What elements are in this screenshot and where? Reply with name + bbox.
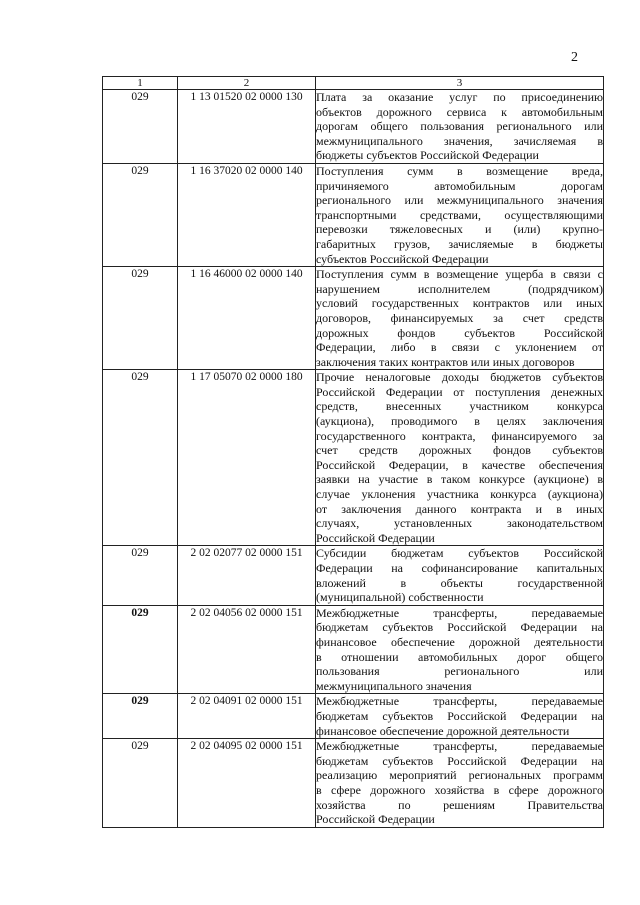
- table-row: [103, 90, 604, 164]
- revenue-description-cell: [316, 605, 604, 694]
- table-body: [103, 90, 604, 828]
- table-row: [103, 605, 604, 694]
- description-line: транспортными средствами, осуществляющими: [316, 207, 603, 222]
- description-line: Прочие неналоговые доходы бюджетов субъектов: [316, 370, 603, 385]
- description-line: межмуниципального значения, зачисляемая в: [316, 133, 603, 148]
- description-line: (муниципальной) собственности: [316, 590, 484, 605]
- description-line: дорожных фондов субъектов Российской: [316, 325, 603, 340]
- column-header-1: 1: [103, 77, 178, 90]
- description-line: финансовое обеспечение дорожной деятельности: [316, 723, 570, 738]
- description-line: Федерации на софинансирование капитальных: [316, 561, 603, 575]
- description-line: условий государственных контрактов или иных: [316, 296, 603, 311]
- column-header-2: 2: [178, 77, 316, 90]
- chapter-code-cell: 029: [103, 267, 178, 370]
- description-line: случаях, установленных законодательством: [316, 516, 603, 531]
- table-row: [103, 163, 604, 266]
- description-line: договоров, финансируемых за счет средств: [316, 310, 603, 325]
- description-line: Российской Федерации: [316, 530, 435, 545]
- chapter-code-cell: 029: [103, 605, 178, 694]
- description-line: заявки на участие в таком конкурсе (аукционе) в: [316, 472, 603, 487]
- budget-classification-code-cell: 2 02 04056 02 0000 151: [178, 605, 316, 694]
- table-row: [103, 267, 604, 370]
- description-line: Российской Федерации, в качестве обеспечения: [316, 457, 603, 472]
- budget-classification-code-cell: 1 16 37020 02 0000 140: [178, 163, 316, 266]
- description-line: регионального или межмуниципального значения: [316, 193, 603, 208]
- description-line: случае уклонения участника конкурса (аукциона): [316, 487, 603, 502]
- description-line: объектов дорожного сервиса к автомобильным: [316, 104, 603, 119]
- budget-classification-code-cell: 1 17 05070 02 0000 180: [178, 370, 316, 546]
- budget-classification-code-cell: 2 02 04091 02 0000 151: [178, 694, 316, 739]
- description-line: Российской Федерации от поступления денежных: [316, 384, 603, 399]
- description-line: причиняемого автомобильным дорогам: [316, 178, 603, 193]
- table-row: [103, 370, 604, 546]
- chapter-code-cell: 029: [103, 163, 178, 266]
- description-line: габаритных грузов, зачисляемые в бюджеты: [316, 236, 603, 251]
- description-line: в сфере дорожного хозяйства в сфере дорожного: [316, 782, 603, 797]
- description-line: субъектов Российской Федерации: [316, 251, 489, 266]
- table-row: [103, 546, 604, 605]
- description-line: Межбюджетные трансферты, передаваемые: [316, 694, 603, 709]
- revenue-description-cell: [316, 90, 604, 164]
- description-line: Федерации, либо в связи с уклонением от: [316, 340, 603, 355]
- description-line: средств, внесенных участником конкурса: [316, 399, 603, 414]
- description-line: в отношении автомобильных дорог общего: [316, 649, 603, 664]
- table-header-row: [103, 77, 604, 90]
- table-row: [103, 739, 604, 828]
- description-line: нарушением исполнителем (подрядчиком): [316, 281, 603, 296]
- table-row: [103, 694, 604, 739]
- description-line: бюджетам субъектов Российской Федерации на: [316, 620, 603, 635]
- description-line: бюджеты субъектов Российской Федерации: [316, 148, 539, 163]
- description-line: Плата за оказание услуг по присоединению: [316, 90, 603, 104]
- description-line: хозяйства по решениям Правительства: [316, 797, 603, 812]
- description-line: пользования регионального или: [316, 664, 603, 679]
- description-line: заключения таких контрактов или иных договоров: [316, 354, 575, 369]
- revenue-description-cell: [316, 694, 604, 739]
- chapter-code-cell: 029: [103, 546, 178, 605]
- page-number: 2: [571, 50, 578, 65]
- budget-classification-code-cell: 1 13 01520 02 0000 130: [178, 90, 316, 164]
- description-line: (аукциона), проводимого в целях заключения: [316, 414, 603, 429]
- description-line: перевозки тяжеловесных и (или) крупно-: [316, 222, 603, 237]
- revenue-description-cell: [316, 267, 604, 370]
- description-line: Межбюджетные трансферты, передаваемые: [316, 739, 603, 754]
- description-line: бюджетам субъектов Российской Федерации на: [316, 708, 603, 723]
- budget-classification-code-cell: 2 02 04095 02 0000 151: [178, 739, 316, 828]
- description-line: дорогам общего пользования регионального или: [316, 119, 603, 134]
- budget-classification-code-cell: 1 16 46000 02 0000 140: [178, 267, 316, 370]
- budget-classification-code-cell: 2 02 02077 02 0000 151: [178, 546, 316, 605]
- revenue-description-cell: [316, 370, 604, 546]
- description-line: счет средств дорожных фондов субъектов: [316, 443, 603, 458]
- description-line: финансовое обеспечение дорожной деятельности: [316, 634, 603, 649]
- description-line: Межбюджетные трансферты, передаваемые: [316, 605, 603, 620]
- description-line: Поступления сумм в возмещение ущерба в связи с: [316, 267, 603, 282]
- description-line: от заключения данного контракта и в иных: [316, 501, 603, 516]
- description-line: вложений в объекты государственной: [316, 575, 603, 590]
- revenue-description-cell: [316, 739, 604, 828]
- revenue-description-cell: [316, 546, 604, 605]
- description-line: межмуниципального значения: [316, 678, 472, 693]
- chapter-code-cell: 029: [103, 694, 178, 739]
- revenue-description-cell: [316, 163, 604, 266]
- description-line: государственного контракта, финансируемого за: [316, 428, 603, 443]
- chapter-code-cell: 029: [103, 739, 178, 828]
- chapter-code-cell: 029: [103, 370, 178, 546]
- chapter-code-cell: 029: [103, 90, 178, 164]
- column-header-3: 3: [316, 77, 604, 90]
- description-line: реализацию мероприятий региональных программ: [316, 768, 603, 783]
- revenue-codes-table: [102, 76, 604, 828]
- description-line: бюджетам субъектов Российской Федерации на: [316, 753, 603, 768]
- description-line: Поступления сумм в возмещение вреда,: [316, 163, 603, 178]
- description-line: Субсидии бюджетам субъектов Российской: [316, 546, 603, 561]
- description-line: Российской Федерации: [316, 812, 435, 827]
